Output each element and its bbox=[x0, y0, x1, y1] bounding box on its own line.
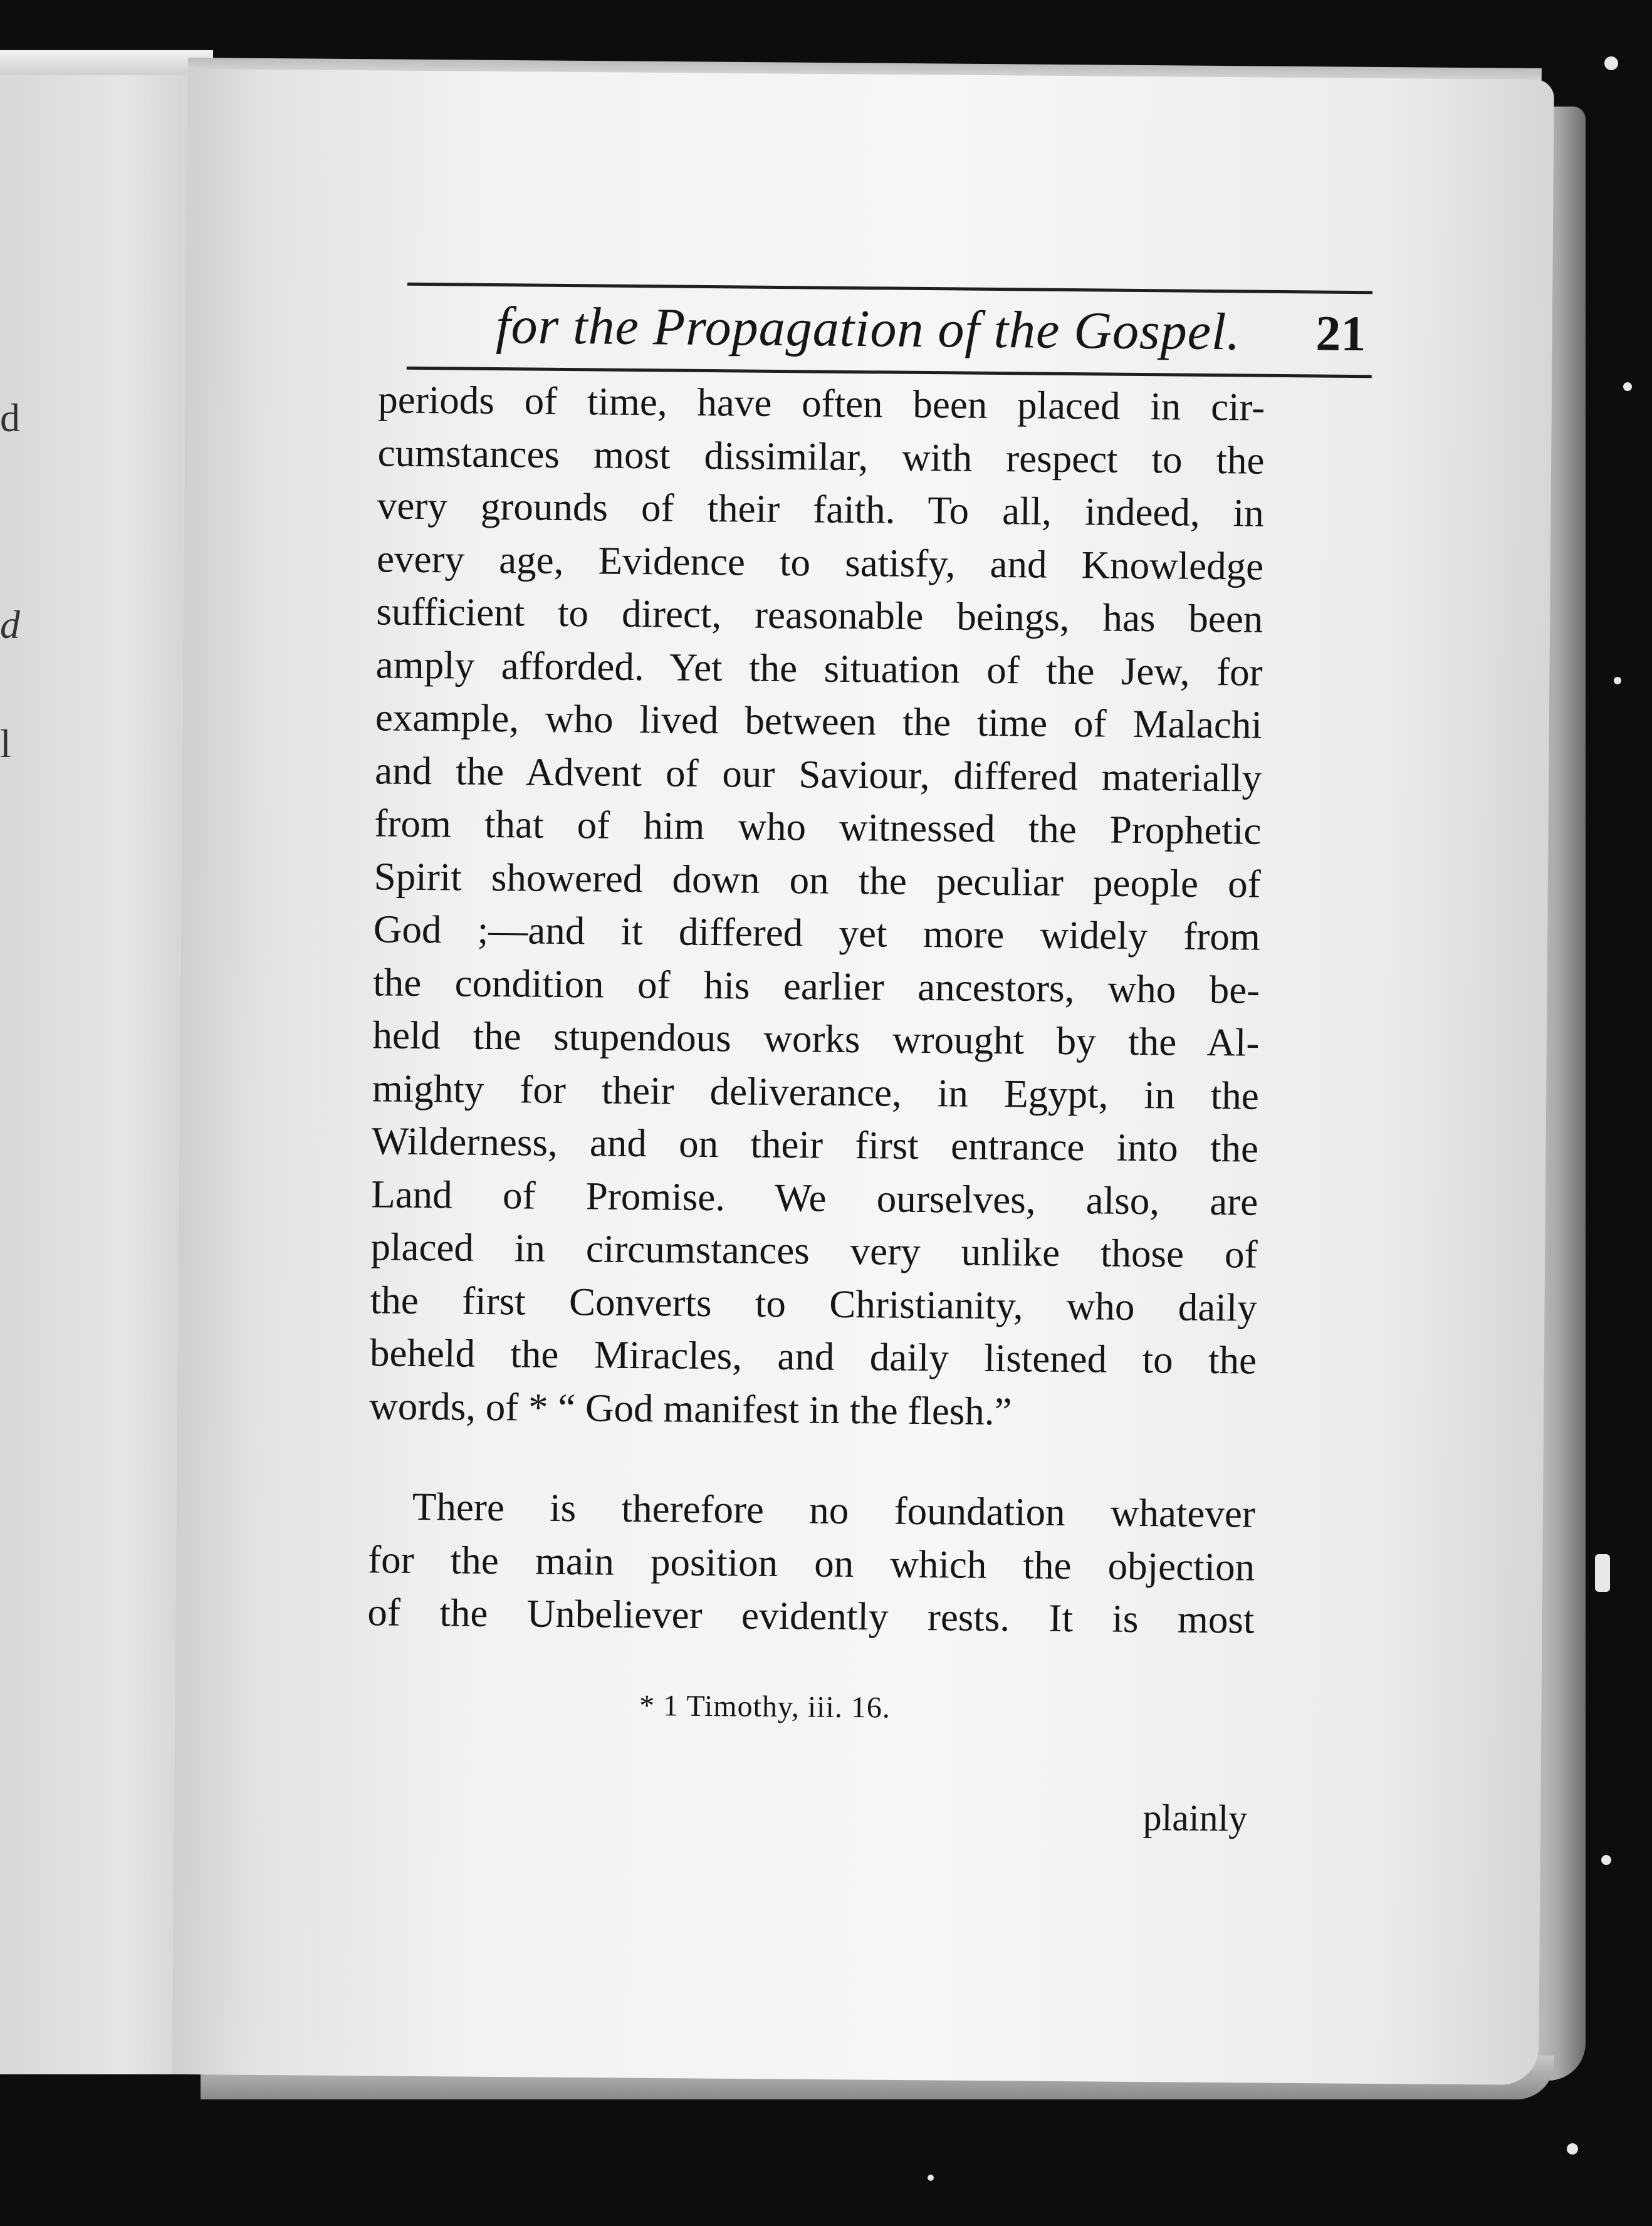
text-line: every age, Evidence to satisfy, and Knowledge bbox=[376, 536, 1264, 588]
paragraph-1 bbox=[369, 373, 1265, 1440]
page-number: 21 bbox=[1315, 306, 1366, 362]
background-speck bbox=[1623, 382, 1632, 391]
left-page-fragment: d bbox=[0, 602, 20, 647]
text-line: held the stupendous works wrought by the Al- bbox=[372, 1013, 1260, 1065]
text-line: God ;—and it differed yet more widely from bbox=[373, 907, 1261, 959]
background-speck bbox=[1614, 677, 1621, 684]
text-line: example, who lived between the time of Malachi bbox=[375, 695, 1263, 747]
text-line: amply afforded. Yet the situation of the Jew, for bbox=[375, 642, 1263, 694]
text-line: placed in circumstances very unlike those of bbox=[370, 1225, 1258, 1277]
background-speck bbox=[1601, 1855, 1611, 1865]
text-line: Wilderness, and on their first entrance into the bbox=[371, 1119, 1259, 1171]
left-page-fragment: d bbox=[0, 395, 20, 440]
text-line: mighty for their deliverance, in Egypt, in the bbox=[372, 1065, 1260, 1118]
text-line: the condition of his earlier ancestors, who be- bbox=[372, 959, 1260, 1012]
text-line: sufficient to direct, reasonable beings, has been bbox=[376, 589, 1263, 641]
text-line: for the main position on which the objection bbox=[367, 1537, 1255, 1589]
text-line: of the Unbeliever evidently rests. It is most bbox=[367, 1590, 1255, 1642]
paragraph-gap bbox=[340, 1432, 1369, 1485]
text-line: periods of time, have often been placed in cir- bbox=[378, 377, 1265, 429]
text-line: from that of him who witnessed the Prophetic bbox=[374, 801, 1262, 853]
footnote: * 1 Timothy, iii. 16. bbox=[639, 1688, 891, 1725]
text-line: Land of Promise. We ourselves, also, are bbox=[371, 1171, 1258, 1224]
text-line: very grounds of their faith. To all, indeed, in bbox=[377, 483, 1265, 535]
left-page-edge bbox=[0, 50, 213, 75]
text-line: cumstances most dissimilar, with respect to the bbox=[377, 430, 1265, 483]
text-line: There is therefore no foundation whatever bbox=[412, 1484, 1256, 1536]
text-line: Spirit showered down on the peculiar people of bbox=[374, 854, 1261, 906]
background-speck bbox=[1595, 1554, 1610, 1592]
left-page-fragment: l bbox=[0, 721, 11, 766]
text-line: beheld the Miracles, and daily listened to the bbox=[369, 1330, 1257, 1382]
text-line: the first Converts to Christianity, who daily bbox=[370, 1277, 1258, 1330]
background-speck bbox=[1567, 2143, 1578, 2155]
paragraph-2 bbox=[367, 1480, 1255, 1646]
catchword: plainly bbox=[1142, 1796, 1248, 1839]
text-line: and the Advent of our Saviour, differed materially bbox=[374, 748, 1262, 800]
page-content bbox=[337, 282, 1379, 1841]
text-line: words, of * “ God manifest in the flesh.” bbox=[369, 1383, 1012, 1433]
background-speck bbox=[1604, 56, 1618, 70]
running-header bbox=[350, 285, 1372, 375]
running-title: for the Propagation of the Gospel. bbox=[495, 296, 1241, 362]
background-speck bbox=[928, 2175, 934, 2181]
